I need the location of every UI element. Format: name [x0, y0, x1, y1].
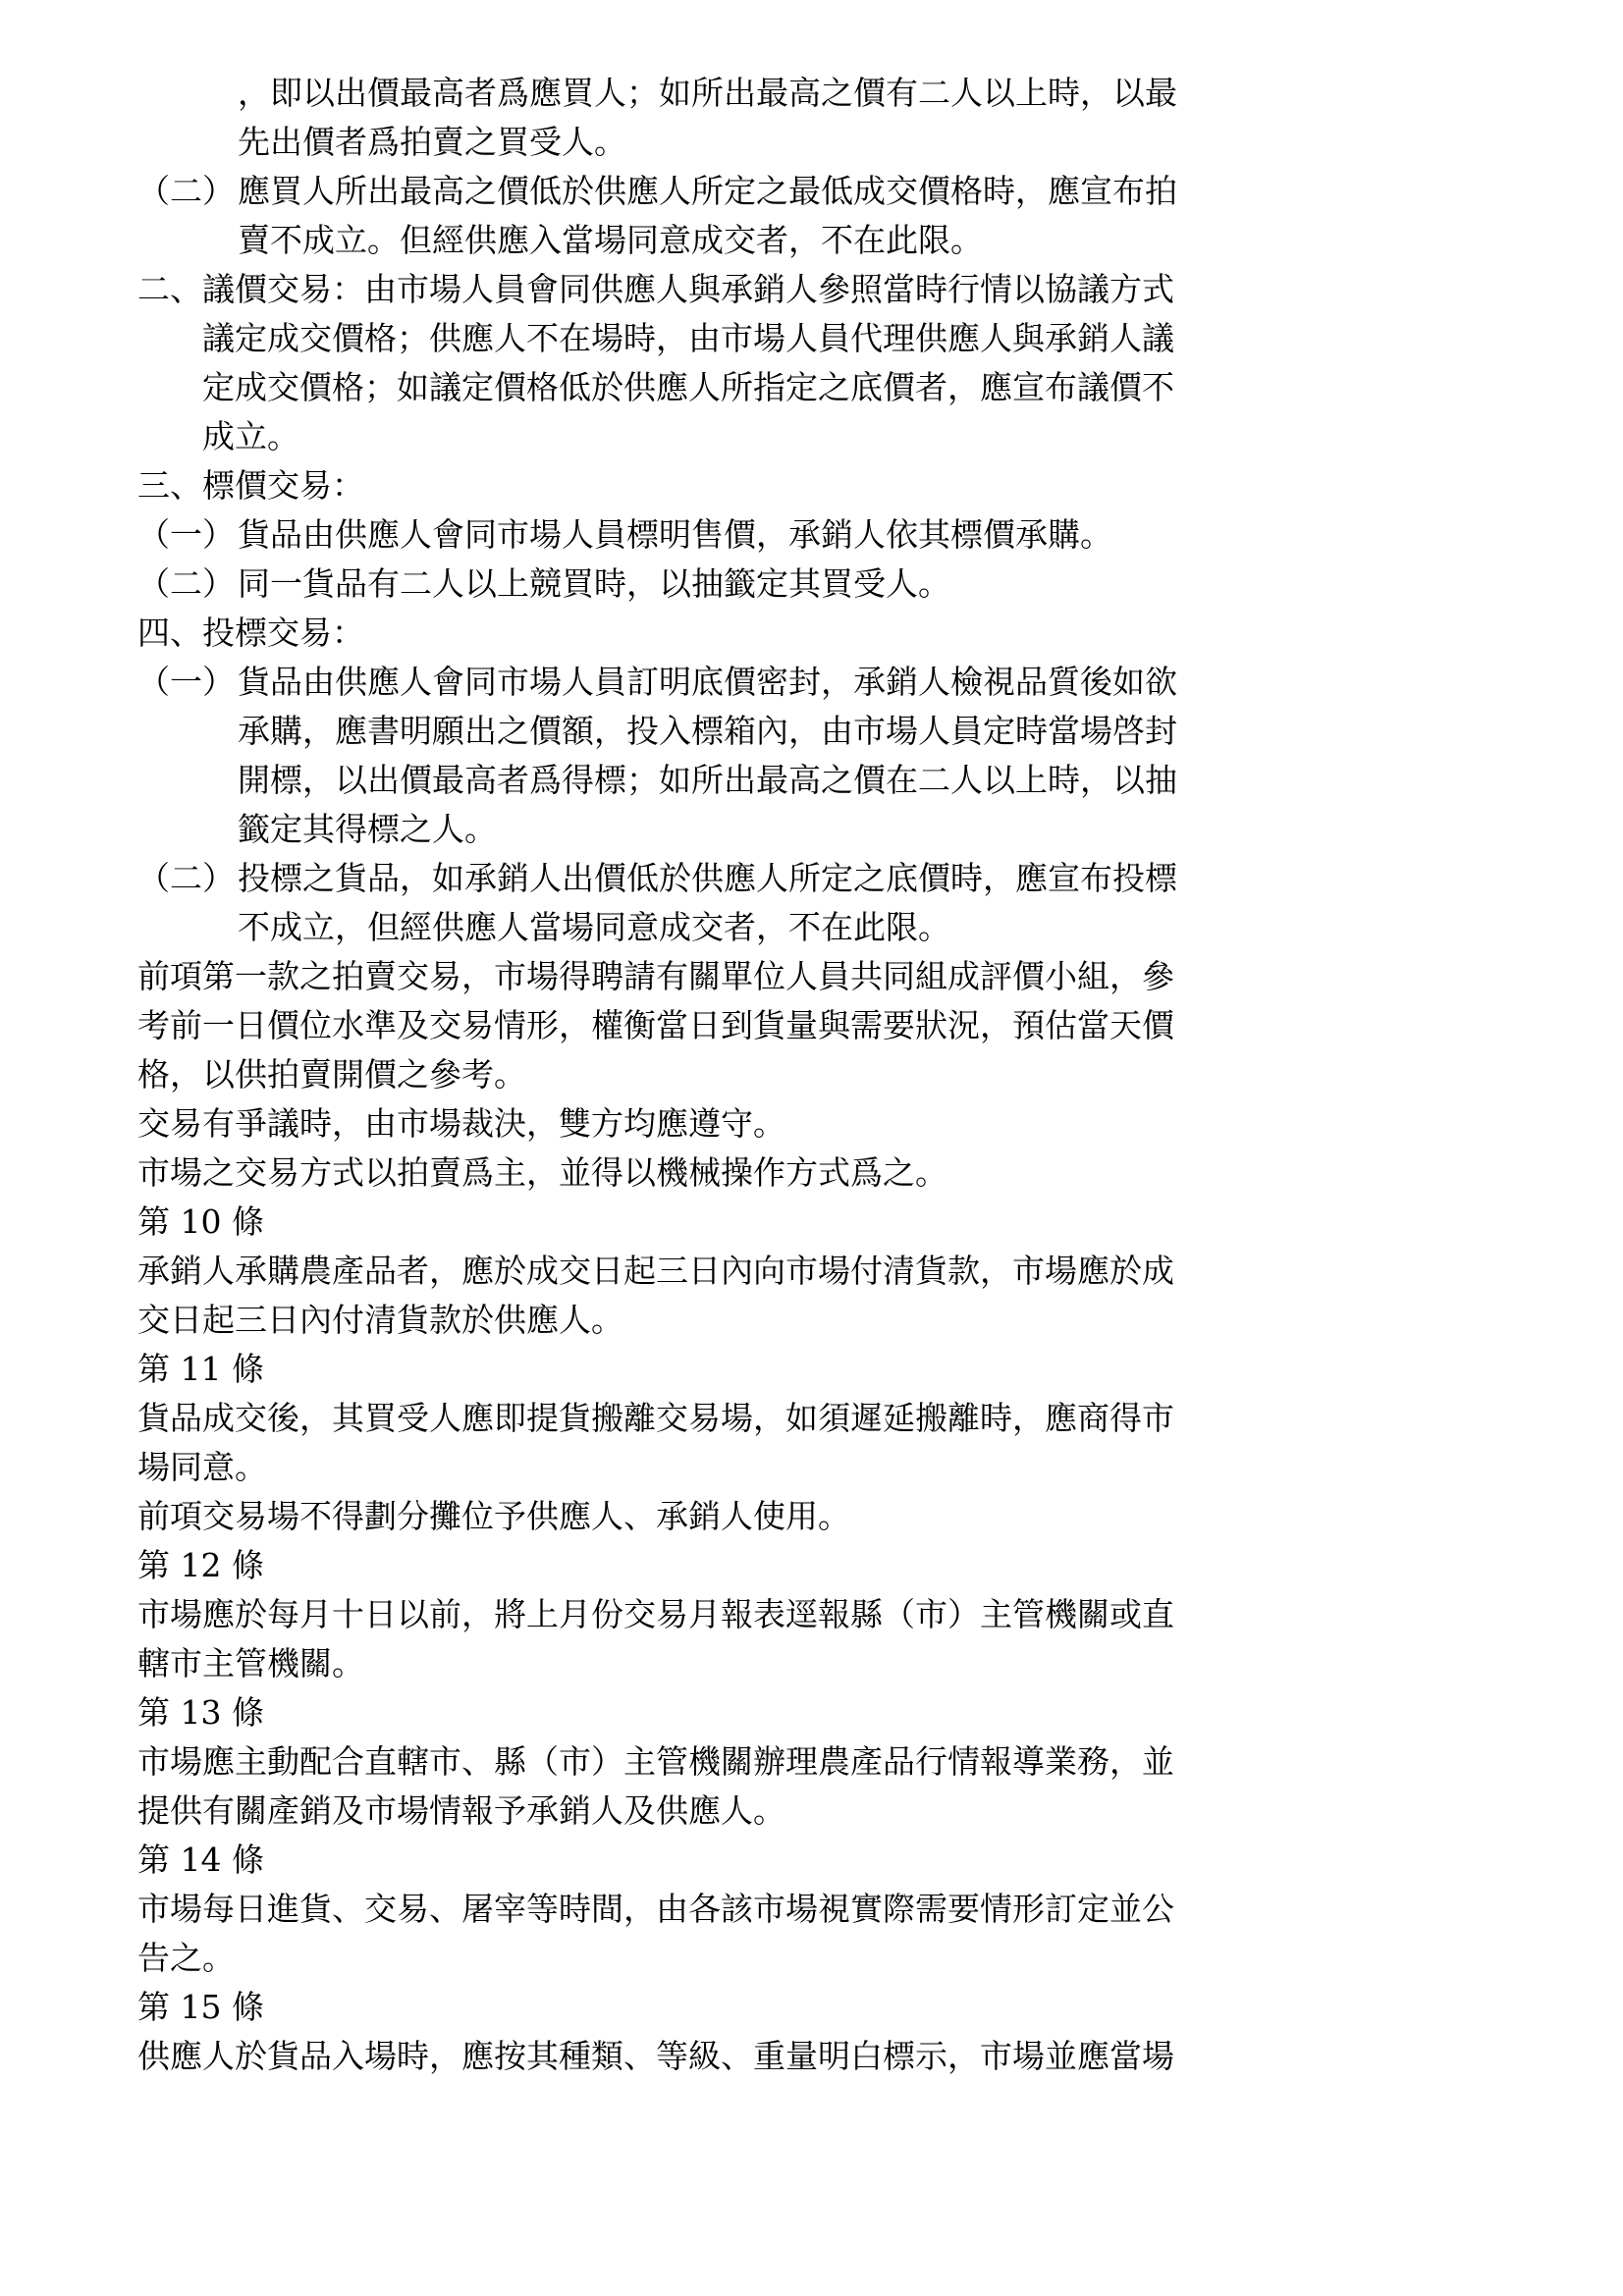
- list-item: 二、議價交易：由市場人員會同供應人與承銷人參照當時行情以協議方式議定成交價格；供應人不在場時，由市場人員代理供應人與承銷人議定成交價格；如議定價格低於供應人所指定之底價者，應宣布議價不成立。: [137, 270, 1174, 455]
- sub-item-marker: （二）: [137, 859, 235, 897]
- sub-item-marker: （二）: [137, 564, 235, 603]
- document-body: [137, 69, 1198, 2081]
- sub-item-continuation: ，即以出價最高者爲應買人；如所出最高之價有二人以上時，以最先出價者爲拍賣之買受人。: [238, 74, 1177, 161]
- article-heading: 第 12 條: [137, 1546, 264, 1584]
- sub-item-marker: （一）: [137, 663, 235, 701]
- sub-item-text: 同一貨品有二人以上競買時，以抽籤定其買受人。: [238, 564, 950, 603]
- article-heading: 第 11 條: [137, 1350, 264, 1388]
- sub-item-text: 投標之貨品，如承銷人出價低於供應人所定之底價時，應宣布投標不成立，但經供應人當場同意成交者，不在此限。: [238, 859, 1177, 946]
- list-item: 三、標價交易：: [137, 466, 364, 505]
- sub-item: [137, 658, 1198, 854]
- sub-item: [137, 560, 1198, 609]
- paragraph: 前項交易場不得劃分攤位予供應人、承銷人使用。: [137, 1497, 850, 1535]
- sub-item: [137, 510, 1198, 560]
- article-heading: 第 10 條: [137, 1202, 264, 1241]
- sub-item-text: 貨品由供應人會同市場人員標明售價，承銷人依其標價承購。: [238, 515, 1112, 554]
- article-heading: 第 14 條: [137, 1841, 264, 1879]
- sub-item-text: 貨品由供應人會同市場人員訂明底價密封，承銷人檢視品質後如欲承購，應書明願出之價額，投入標箱內，由市場人員定時當場啓封開標，以出價最高者爲得標；如所出最高之價在二人以上時，以抽籤定其得標之人。: [238, 663, 1177, 848]
- sub-item: [137, 854, 1198, 952]
- article-heading: 第 15 條: [137, 1988, 264, 2026]
- list-item: 四、投標交易：: [137, 614, 364, 652]
- paragraph: 交易有爭議時，由市場裁決，雙方均應遵守。: [137, 1104, 785, 1143]
- paragraph: 供應人於貨品入場時，應按其種類、等級、重量明白標示，市場並應當場: [137, 2037, 1174, 2075]
- sub-item-text: 應買人所出最高之價低於供應人所定之最低成交價格時，應宣布拍賣不成立。但經供應入當場同意成交者，不在此限。: [238, 172, 1177, 259]
- paragraph: 市場之交易方式以拍賣爲主，並得以機械操作方式爲之。: [137, 1153, 947, 1192]
- sub-item-marker: （一）: [137, 515, 235, 554]
- paragraph: 市場每日進貨、交易、屠宰等時間，由各該市場視實際需要情形訂定並公告之。: [137, 1890, 1174, 1977]
- sub-item: [137, 167, 1198, 265]
- paragraph: 市場應於每月十日以前，將上月份交易月報表逕報縣（市）主管機關或直轄市主管機關。: [137, 1595, 1174, 1682]
- paragraph: 貨品成交後，其買受人應即提貨搬離交易場，如須遲延搬離時，應商得市場同意。: [137, 1399, 1174, 1486]
- paragraph: 市場應主動配合直轄市、縣（市）主管機關辦理農產品行情報導業務，並提供有關產銷及市場情報予承銷人及供應人。: [137, 1742, 1174, 1830]
- article-heading: 第 13 條: [137, 1693, 264, 1732]
- sub-item-marker: （二）: [137, 172, 235, 210]
- paragraph: 承銷人承購農產品者，應於成交日起三日內向市場付清貨款，市場應於成交日起三日內付清貨款於供應人。: [137, 1252, 1174, 1339]
- paragraph: 前項第一款之拍賣交易，市場得聘請有關單位人員共同組成評價小組，參考前一日價位水準及交易情形，權衡當日到貨量與需要狀況，預估當天價格，以供拍賣開價之參考。: [137, 957, 1174, 1094]
